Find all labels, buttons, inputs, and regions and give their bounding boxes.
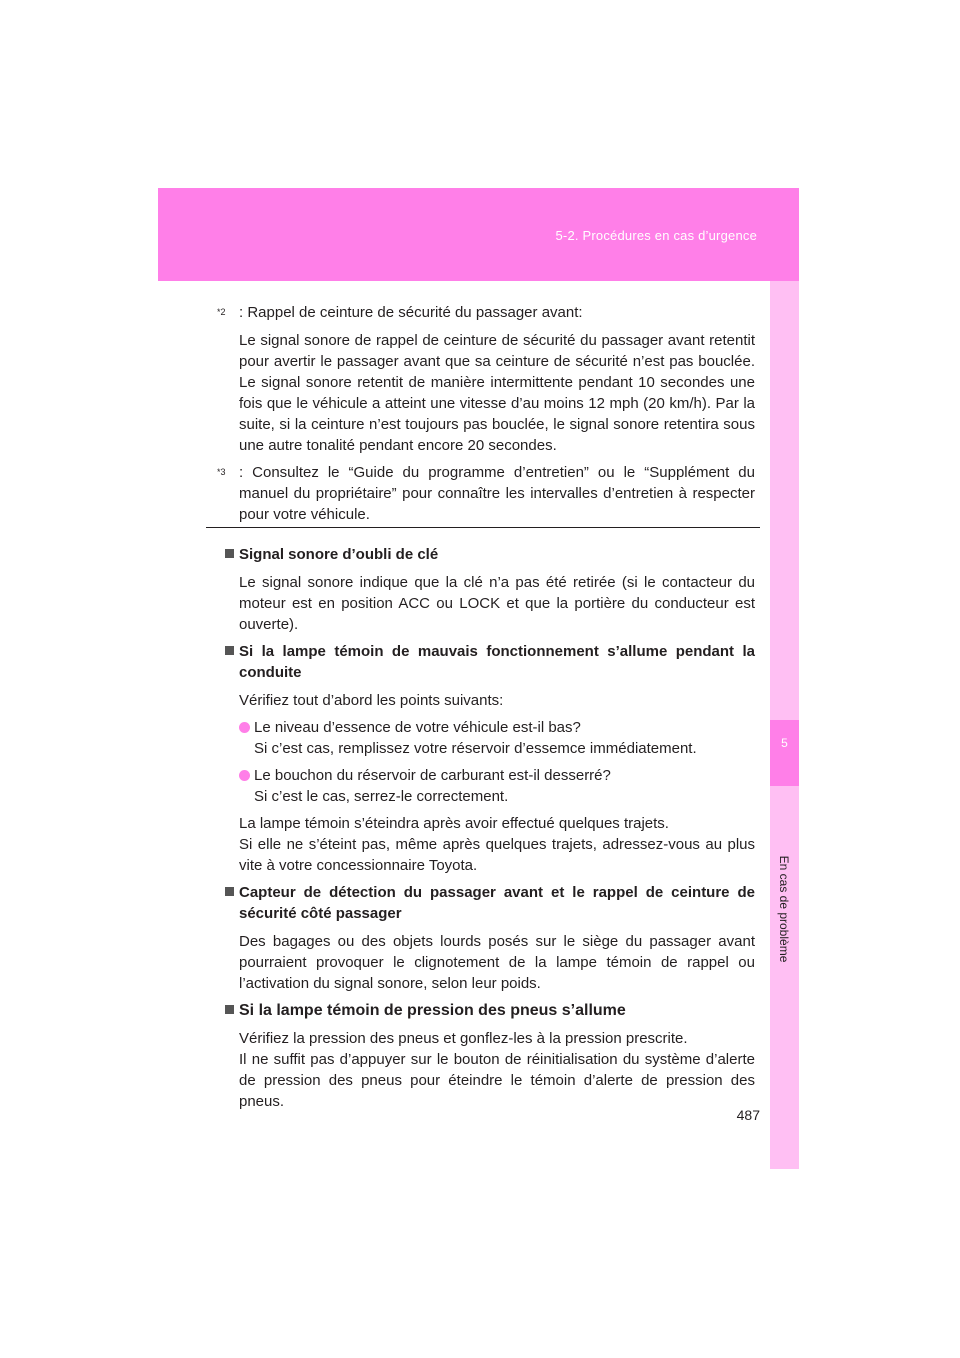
- square-bullet-icon: [225, 1005, 234, 1014]
- circle-bullet-icon: [239, 722, 250, 733]
- footnote-marker: *3: [217, 467, 226, 477]
- footnote-2: [217, 302, 755, 456]
- footnote-3: [217, 462, 755, 525]
- section-passenger-sensor: [224, 882, 755, 994]
- circle-bullet-icon: [239, 770, 250, 781]
- chapter-label: En cas de problème: [777, 855, 791, 963]
- section-body: Le signal sonore indique que la clé n’a pas été retirée (si le contacteur du moteur est en position ACC ou LOCK et que la portière du conducteur est ouverte).: [239, 574, 755, 633]
- square-bullet-icon: [225, 887, 234, 896]
- section-tire-pressure: [224, 1000, 755, 1112]
- list-item: Le bouchon du réservoir de carburant est-il desserré? Si c’est le cas, serrez-le correctement.: [224, 765, 755, 807]
- page-number: 487: [736, 1107, 760, 1123]
- section-title: 5-2. Procédures en cas d’urgence: [555, 228, 757, 243]
- square-bullet-icon: [225, 549, 234, 558]
- divider: [206, 527, 760, 528]
- section-intro: Vérifiez tout d’abord les points suivants:: [239, 692, 504, 709]
- section-outro: La lampe témoin s’éteindra après avoir effectué quelques trajets. Si elle ne s’éteint pas, même après quelques trajets, adressez-vous au plus vite à votre concessionnaire Toyota.: [239, 815, 755, 874]
- footnote-body: Le signal sonore de rappel de ceinture de sécurité du passager avant retentit pour avertir le passager avant que sa ceinture de sécurité n’est pas bouclée. Le signal sonore retentit de manière intermittente pendant 10 secondes une fois que le véhicule a atteint une vitesse d’au moins 12 mph (20 km/h). Par la suite, si la ceinture n’est toujours pas bouclée, le signal sonore retentira sous une autre tonalité pendant encore 20 secondes.: [239, 332, 755, 454]
- section-heading: Capteur de détection du passager avant et le rappel de ceinture de sécurité côté passager: [224, 882, 755, 924]
- footnotes: [217, 302, 755, 531]
- section-heading: Signal sonore d’oubli de clé: [224, 544, 755, 565]
- notes-sections: [224, 544, 755, 1118]
- chapter-number: 5: [770, 720, 799, 786]
- section-heading: Si la lampe témoin de mauvais fonctionnement s’allume pendant la conduite: [224, 641, 755, 683]
- footnote-heading: : Rappel de ceinture de sécurité du passager avant:: [239, 304, 583, 321]
- footnote-heading: : Consultez le “Guide du programme d’entretien” ou le “Supplément du manuel du propriétaire” pour connaître les intervalles d’entretien à respecter pour votre véhicule.: [239, 464, 755, 523]
- section-malfunction-lamp: [224, 641, 755, 876]
- list-item: Le niveau d’essence de votre véhicule est-il bas? Si c’est cas, remplissez votre réservoir d’essemce immédiatement.: [224, 717, 755, 759]
- section-body: Vérifiez la pression des pneus et gonflez-les à la pression prescrite. Il ne suffit pas d’appuyer sur le bouton de réinitialisation du système d’alerte de pression des pneus pour éteindre le témoin d’alerte de pression des pneus.: [239, 1030, 755, 1110]
- section-heading: Si la lampe témoin de pression des pneus s’allume: [224, 1000, 755, 1021]
- section-body: Des bagages ou des objets lourds posés sur le siège du passager avant pourraient provoquer le clignotement de la lampe témoin de rappel ou l’activation du signal sonore, selon leur poids.: [239, 933, 755, 992]
- section-key-reminder: [224, 544, 755, 635]
- chapter-header-band: [158, 188, 799, 281]
- chapter-side-tab: [770, 281, 799, 1169]
- square-bullet-icon: [225, 646, 234, 655]
- footnote-marker: *2: [217, 307, 226, 317]
